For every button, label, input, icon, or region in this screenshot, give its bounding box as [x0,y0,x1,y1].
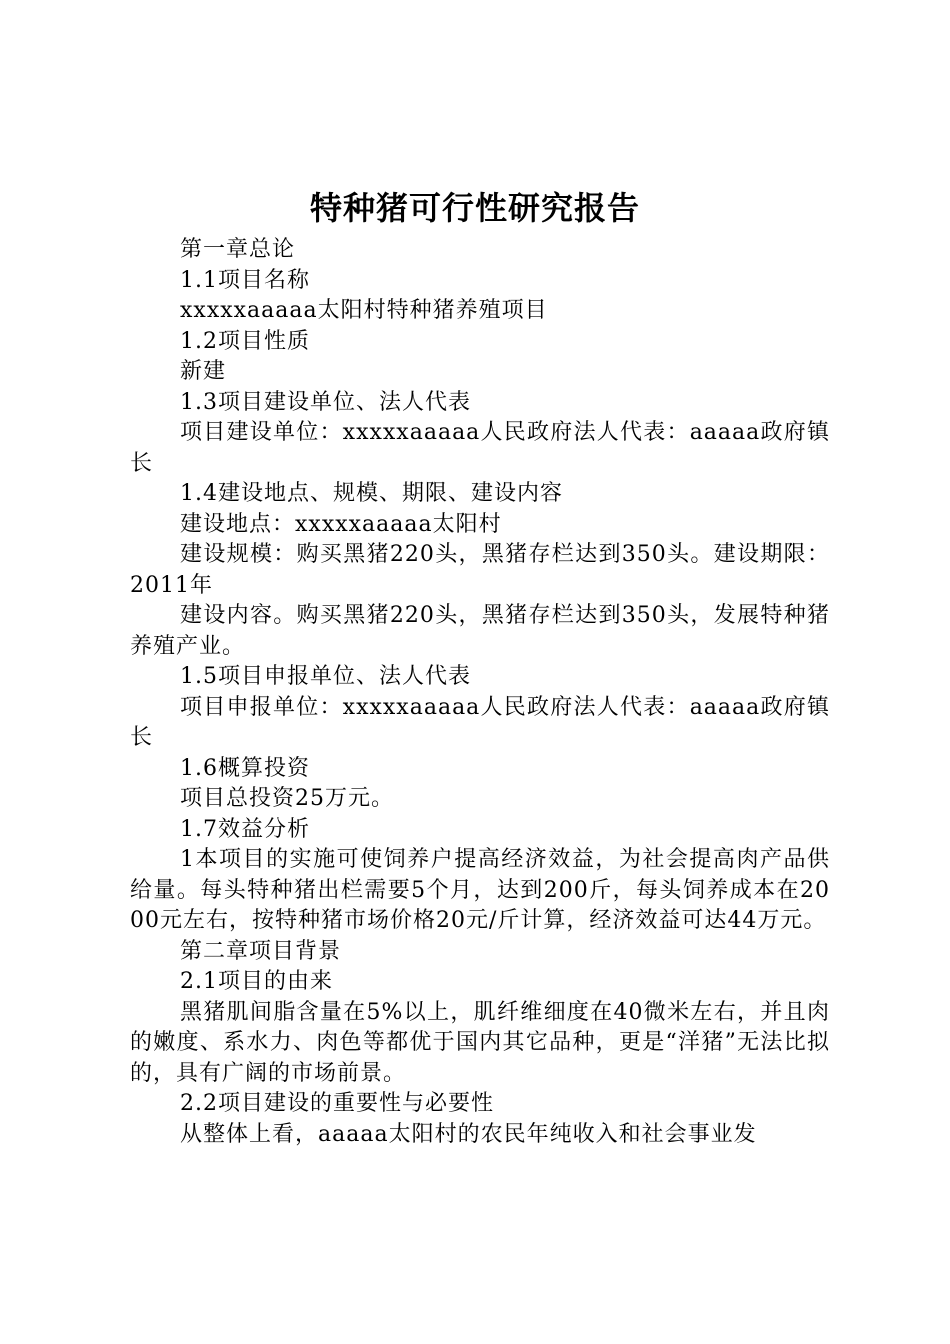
section-heading: 2.2项目建设的重要性与必要性 [180,1091,494,1116]
paragraph: 项目建设单位：xxxxxaaaaa人民政府法人代表：aaaaa政府镇长 [130,420,830,476]
section-heading: 1.1项目名称 [180,267,310,293]
paragraph: xxxxxaaaaa太阳村特种猪养殖项目 [180,298,548,323]
chapter-heading: 第二章项目背景 [180,938,342,964]
paragraph: 建设地点：xxxxxaaaaa太阳村 [180,511,502,537]
document-body [130,235,830,1150]
section-heading: 1.6概算投资 [180,755,310,781]
paragraph: 新建 [180,359,227,384]
paragraph: 黑猪肌间脂含量在5%以上，肌纤维细度在40微米左右，并且肉的嫩度、系水力、肉色等都优于国内其它品种，更是“洋猪”无法比拟的，具有广阔的市场前景。 [130,999,830,1086]
document-title: 特种猪可行性研究报告 [309,189,640,227]
paragraph: 项目总投资25万元。 [180,786,394,811]
chapter-heading: 第一章总论 [180,237,296,262]
section-heading: 1.2项目性质 [180,328,310,354]
section-heading: 1.5项目申报单位、法人代表 [180,664,471,689]
paragraph: 1本项目的实施可使饲养户提高经济效益，为社会提高肉产品供给量。每头特种猪出栏需要5个月，达到200斤，每头饲养成本在2000元左右，按特种猪市场价格20元/斤计算，经济效益可达44万元。 [130,847,831,933]
paragraph: 建设内容。购买黑猪220头，黑猪存栏达到350头，发展特种猪养殖产业。 [130,603,830,659]
paragraph: 建设规模：购买黑猪220头，黑猪存栏达到350头。建设期限：2011年 [130,542,830,598]
section-heading: 1.3项目建设单位、法人代表 [180,389,471,415]
section-heading: 1.7效益分析 [180,816,310,842]
paragraph: 项目申报单位：xxxxxaaaaa人民政府法人代表：aaaaa政府镇长 [130,694,830,750]
paragraph: 从整体上看，aaaaa太阳村的农民年纯收入和社会事业发 [180,1121,757,1147]
section-heading: 2.1项目的由来 [180,969,333,994]
section-heading: 1.4建设地点、规模、期限、建设内容 [180,481,563,506]
